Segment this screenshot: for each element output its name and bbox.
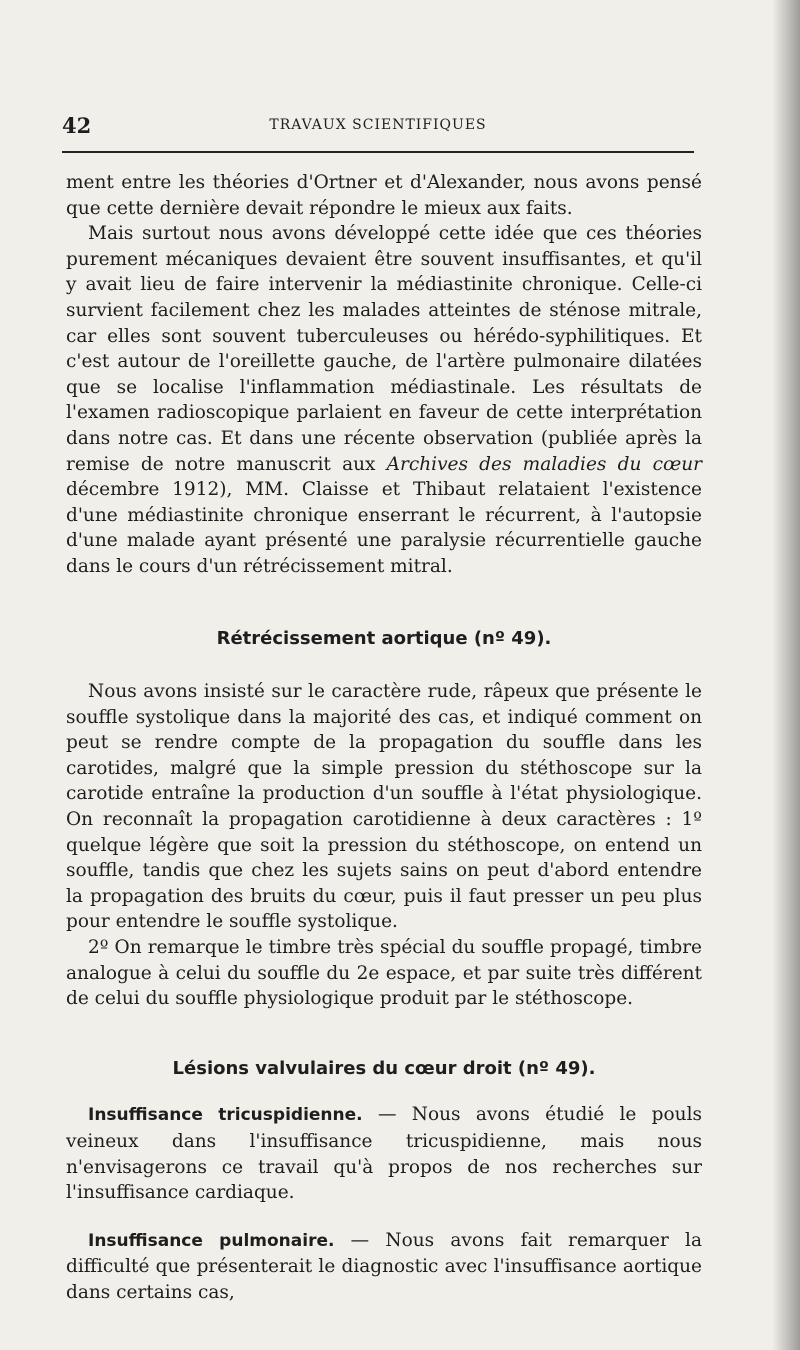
paragraph-3: Nous avons insisté sur le caractère rude, râpeux que présente le souffle systolique dans la majorité des cas, et indiqué comment on peut se rendre compte de la propagation du souffle dans les carotides, malgré que la simple pression du stéthoscope sur la carotide entraîne la production d'un souffle à l'état physiologique. On reconnaît la propagation carotidienne à deux caractères : 1º quelque légère que soit la pression du stéthoscope, on entend un souffle, tandis que chez les sujets sains on peut d'abord entendre la propagation des bruits du cœur, puis il faut presser un peu plus pour entendre le souffle systolique. — [66, 681, 702, 933]
paragraph-6 — [66, 1228, 702, 1306]
paragraph-1: ment entre les théories d'Ortner et d'Alexander, nous avons pensé que cette dernière devait répondre le mieux aux faits. — [66, 172, 702, 219]
spacer — [66, 1206, 702, 1228]
journal-title: Archives des maladies du cœur — [386, 453, 702, 475]
page-body — [66, 170, 702, 1306]
spacer — [66, 651, 702, 679]
page-header — [62, 113, 694, 143]
paragraph-2-text-b: décembre 1912), MM. Claisse et Thibaut relataient l'existence d'une médiastinite chronique enserrant le récurrent, à l'autopsie d'une malade ayant présenté une paralysie récurrentielle gauche dans le cours d'un rétrécissement mitral. — [66, 479, 702, 577]
paragraph-6-text: — Nous avons fait remarquer la difficulté que présenterait le diagnostic avec l'insuffisance aortique dans certains cas, — [66, 1229, 702, 1303]
paragraph-5 — [66, 1102, 702, 1205]
running-title: TRAVAUX SCIENTIFIQUES — [269, 117, 487, 133]
spacer — [66, 1081, 702, 1102]
spacer — [66, 1012, 702, 1056]
spacer — [66, 580, 702, 626]
page-number: 42 — [62, 113, 92, 138]
paragraph-2 — [66, 221, 702, 579]
runin-heading-pulmonaire: Insuffisance pulmonaire. — [88, 1230, 335, 1251]
paragraph-4: 2º On remarque le timbre très spécial du souffle propagé, timbre analogue à celui du souffle du 2e espace, et par suite très différent de celui du souffle physiologique produit par le stéthoscope. — [66, 937, 702, 1010]
section-title-lesions-valvulaires: Lésions valvulaires du cœur droit (nº 49). — [172, 1057, 596, 1079]
page-edge-shadow — [772, 0, 800, 1350]
runin-heading-tricuspidienne: Insuffisance tricuspidienne. — [88, 1105, 363, 1126]
paragraph-5-text: — Nous avons étudié le pouls veineux dans l'insuffisance tricuspidienne, mais nous n'envisagerons ce travail qu'à propos de nos recherches sur l'insuffisance cardiaque. — [66, 1104, 702, 1204]
section-title-retrecissement-aortique: Rétrécissement aortique (nº 49). — [216, 627, 552, 649]
header-rule — [62, 151, 694, 153]
paragraph-2-text-a: Mais surtout nous avons développé cette idée que ces théories purement mécaniques devaient être souvent insuffisantes, et qu'il y avait lieu de faire intervenir la médiastinite chronique. Celle-ci survient facilement chez les malades atteintes de sténose mitrale, car elles sont souvent tuberculeuses ou hérédo-syphilitiques. Et c'est autour de l'oreillette gauche, de l'artère pulmonaire dilatées que se localise l'inflammation médiastinale. Les résultats de l'examen radioscopique parlaient en faveur de cette interprétation dans notre cas. Et dans une récente observation (publiée après la remise de notre manuscrit aux — [66, 223, 702, 475]
